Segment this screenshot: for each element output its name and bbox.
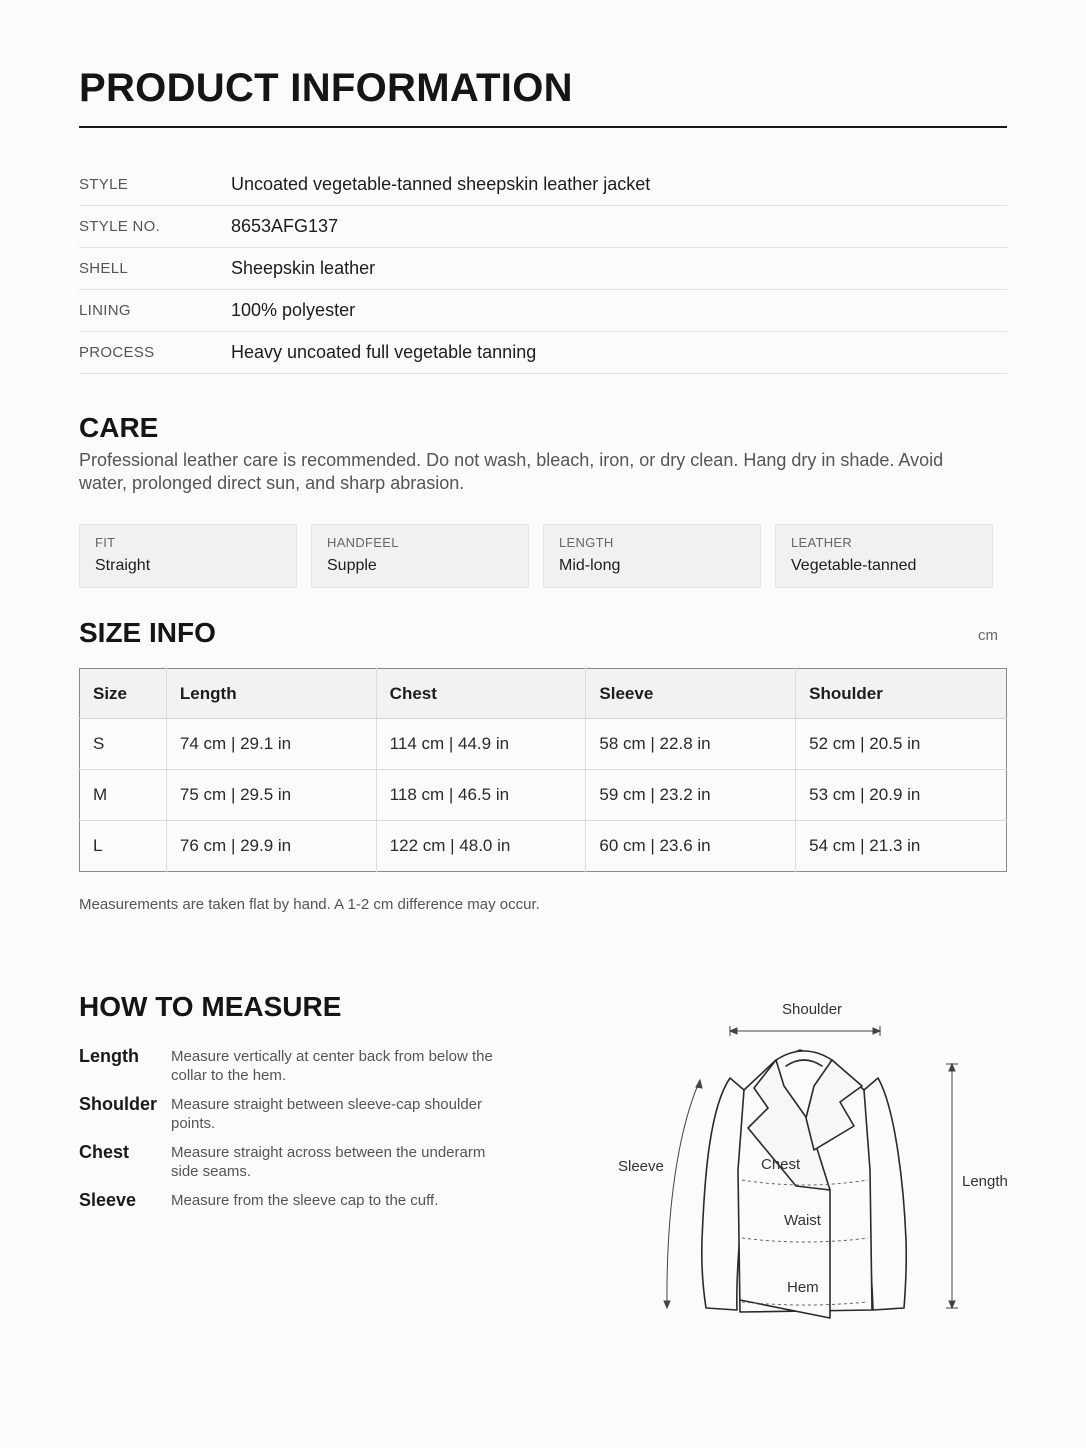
- jacket-measurement-diagram: [600, 990, 1020, 1330]
- diagram-label-shoulder: Shoulder: [782, 1001, 843, 1018]
- info-row-process: [79, 332, 1007, 374]
- attribute-key: LENGTH: [559, 535, 614, 550]
- title-divider: [79, 126, 1007, 128]
- size-table: [79, 668, 1007, 872]
- info-value: Uncoated vegetable-tanned sheepskin leather jacket: [231, 174, 651, 194]
- measure-term: Sleeve: [79, 1190, 137, 1210]
- care-heading: CARE: [79, 412, 159, 443]
- table-cell: 59 cm | 23.2 in: [586, 770, 796, 821]
- column-header-sleeve: Sleeve: [586, 669, 796, 719]
- info-key: STYLE: [79, 176, 129, 193]
- info-key: PROCESS: [79, 344, 155, 361]
- info-row-style: [79, 164, 1007, 206]
- attribute-key: LEATHER: [791, 535, 853, 550]
- size-info-heading: SIZE INFO: [79, 617, 216, 648]
- table-cell: 75 cm | 29.5 in: [166, 770, 376, 821]
- column-header-chest: Chest: [376, 669, 586, 719]
- table-cell: 60 cm | 23.6 in: [586, 821, 796, 872]
- measure-item-chest: [79, 1142, 511, 1181]
- info-value: Heavy uncoated full vegetable tanning: [231, 342, 537, 362]
- table-cell: 52 cm | 20.5 in: [796, 719, 1007, 770]
- info-value: 100% polyester: [231, 300, 356, 320]
- column-header-size: Size: [80, 669, 167, 719]
- info-row-style-no: [79, 206, 1007, 248]
- jacket-illustration: [702, 1050, 906, 1318]
- info-row-lining: [79, 290, 1007, 332]
- measure-term: Shoulder: [79, 1094, 158, 1114]
- measurement-note: Measurements are taken flat by hand. A 1-2 cm difference may occur.: [79, 896, 540, 913]
- measure-term: Chest: [79, 1142, 130, 1162]
- info-value: Sheepskin leather: [231, 258, 376, 278]
- diagram-label-hem: Hem: [787, 1279, 819, 1296]
- measure-item-shoulder: [79, 1094, 511, 1133]
- product-info-table: [79, 164, 1007, 374]
- table-cell: 58 cm | 22.8 in: [586, 719, 796, 770]
- table-cell: S: [80, 719, 167, 770]
- table-cell: 122 cm | 48.0 in: [376, 821, 586, 872]
- diagram-label-length: Length: [962, 1173, 1008, 1190]
- table-cell: 76 cm | 29.9 in: [166, 821, 376, 872]
- info-key: LINING: [79, 302, 131, 319]
- column-header-shoulder: Shoulder: [796, 669, 1007, 719]
- table-cell: 54 cm | 21.3 in: [796, 821, 1007, 872]
- measure-desc: Measure from the sleeve cap to the cuff.: [171, 1192, 439, 1209]
- measure-desc: Measure vertically at center back from below the collar to the hem.: [171, 1048, 493, 1084]
- attribute-key: FIT: [95, 535, 116, 550]
- column-header-length: Length: [166, 669, 376, 719]
- table-cell: L: [80, 821, 167, 872]
- measure-item-sleeve: [79, 1190, 511, 1211]
- info-key: SHELL: [79, 260, 129, 277]
- table-cell: 53 cm | 20.9 in: [796, 770, 1007, 821]
- attribute-value: Supple: [327, 557, 377, 574]
- info-row-shell: [79, 248, 1007, 290]
- attribute-card-handfeel: [311, 524, 529, 588]
- measure-desc: Measure straight between sleeve-cap shoulder points.: [171, 1096, 483, 1132]
- how-to-measure-heading: HOW TO MEASURE: [79, 991, 342, 1022]
- diagram-label-chest: Chest: [761, 1156, 801, 1173]
- table-row: [80, 821, 1007, 872]
- diagram-label-waist: Waist: [784, 1212, 821, 1229]
- table-row: [80, 770, 1007, 821]
- table-row: [80, 719, 1007, 770]
- table-cell: 114 cm | 44.9 in: [376, 719, 586, 770]
- care-text: Professional leather care is recommended. Do not wash, bleach, iron, or dry clean. Hang dry in shade. Avoid water, prolonged direct sun, and sharp abrasion.: [79, 450, 944, 493]
- attribute-card-length: [543, 524, 761, 588]
- size-table-header: [80, 669, 1007, 719]
- table-cell: M: [80, 770, 167, 821]
- attribute-value: Vegetable-tanned: [791, 557, 917, 574]
- measure-desc: Measure straight across between the underarm side seams.: [171, 1144, 486, 1180]
- attribute-value: Straight: [95, 557, 151, 574]
- info-key: STYLE NO.: [79, 218, 161, 235]
- attribute-card-fit: [79, 524, 297, 588]
- diagram-label-sleeve: Sleeve: [618, 1158, 664, 1175]
- measure-item-length: [79, 1046, 511, 1085]
- page-title: PRODUCT INFORMATION: [79, 66, 573, 110]
- attribute-card-leather: [775, 524, 993, 588]
- measure-term: Length: [79, 1046, 139, 1066]
- table-cell: 74 cm | 29.1 in: [166, 719, 376, 770]
- unit-label: cm: [978, 627, 998, 644]
- info-value: 8653AFG137: [231, 216, 339, 236]
- table-cell: 118 cm | 46.5 in: [376, 770, 586, 821]
- attribute-value: Mid-long: [559, 557, 621, 574]
- attribute-key: HANDFEEL: [327, 535, 399, 550]
